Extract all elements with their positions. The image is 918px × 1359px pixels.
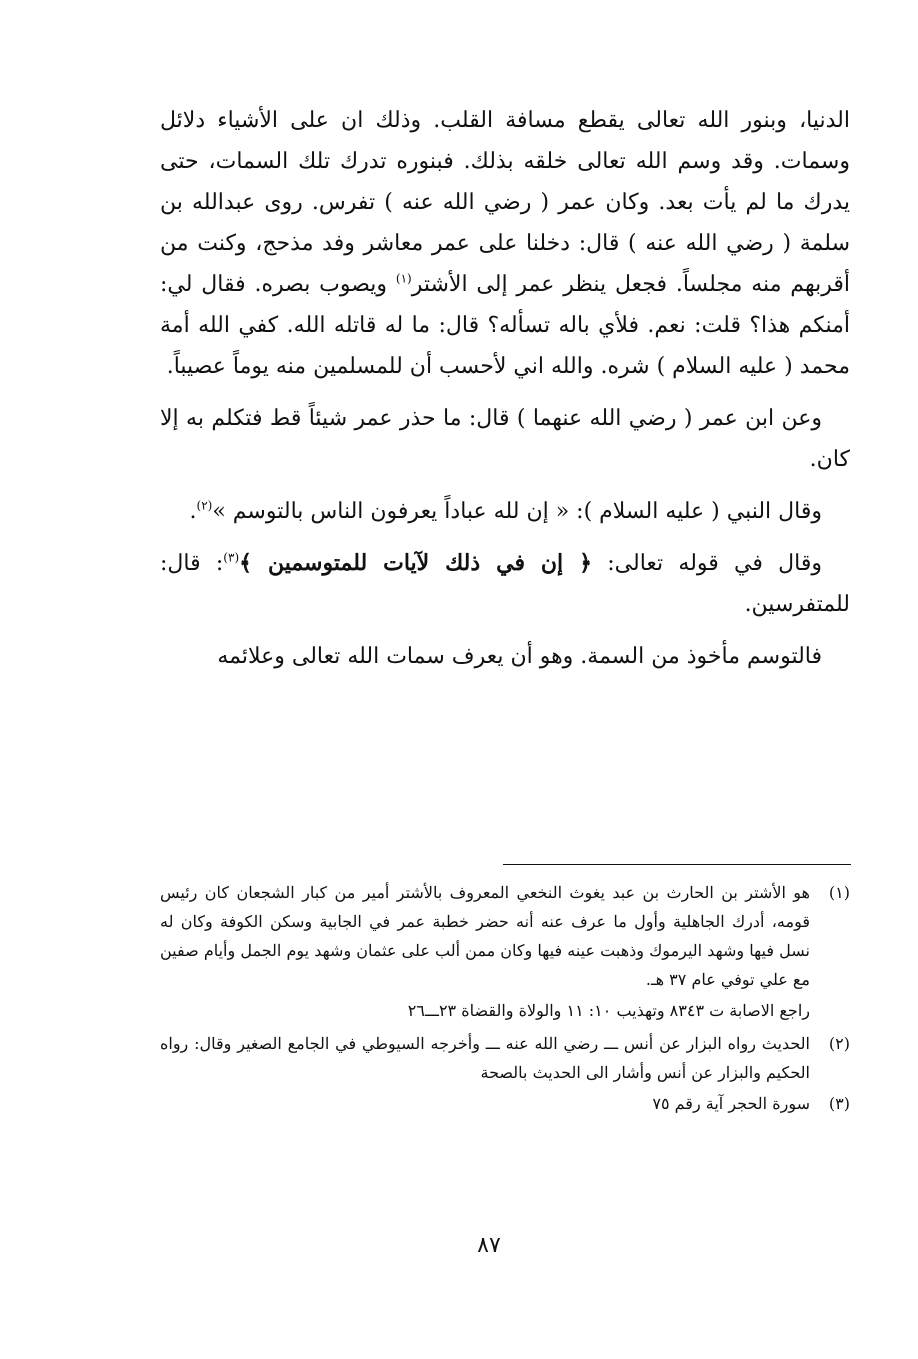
paragraph-3 xyxy=(160,491,850,532)
footnote-1 xyxy=(160,878,850,994)
page-number: ٨٧ xyxy=(477,1233,501,1258)
paragraph-1-rest: ويصوب بصره. فقال لي: أمنكم هذا؟ قلت: نعم. فلأي باله تسأله؟ قال: ما له قاتله الله. كفي الله أمة محمد ( عليه السلام ) شره. والله اني لأحسب أن للمسلمين منه يوماً عصيباً. xyxy=(160,272,850,379)
paragraph-4-start: وقال في قوله تعالى: xyxy=(591,551,822,576)
paragraph-3-text: وقال النبي ( عليه السلام ): « إن لله عباداً يعرفون الناس بالتوسم » xyxy=(212,499,822,524)
footnote-ref-2: (٢) xyxy=(196,498,213,513)
footnote-2 xyxy=(160,1029,850,1087)
footnote-separator xyxy=(503,864,851,865)
main-text xyxy=(160,100,850,688)
footnote-3 xyxy=(160,1089,850,1118)
footnote-1-text: هو الأشتر بن الحارث بن عبد يغوث النخعي المعروف بالأشتر أمير من كبار الشجعان كان رئيس قومه، أدرك الجاهلية وأول ما عرف عنه أنه حضر خطبة عمر في الجابية وسكن الكوفة وكان له نسل فيها وشهد اليرموك وذهبت عينه فيها وكان ممن ألب على عثمان وشهد يوم الجمل وأيام صفين مع علي توفي عام ٣٧ هـ. xyxy=(160,883,810,989)
footnote-3-text: سورة الحجر آية رقم ٧٥ xyxy=(652,1094,810,1113)
paragraph-4 xyxy=(160,543,850,625)
quran-verse: ﴿ إن في ذلك لآيات للمتوسمين ﴾ xyxy=(239,550,592,576)
footnote-2-number: (٢) xyxy=(828,1034,850,1053)
footnote-1-reference: راجع الاصابة ت ٨٣٤٣ وتهذيب ١٠: ١١ والولاة والقضاة ٢٣ـــ٢٦ xyxy=(407,1001,810,1020)
paragraph-1-text: الدنيا، وبنور الله تعالى يقطع مسافة القلب. وذلك ان على الأشياء دلائل وسمات. وقد وسم الله تعالى خلقه بذلك. فبنوره تدرك تلك السمات، حتى يدرك ما لم يأت بعد. وكان عمر ( رضي الله عنه ) تفرس. روى عبدالله بن سلمة ( رضي الله عنه ) قال: دخلنا على عمر معاشر وفد مذحج، وكنت من أقربهم منه مجلساً. فجعل ينظر عمر إلى الأشتر xyxy=(160,108,850,297)
footnote-ref-1: (١) xyxy=(395,271,412,286)
paragraph-5: فالتوسم مأخوذ من السمة. وهو أن يعرف سمات الله تعالى وعلائمه xyxy=(217,644,822,669)
paragraph-2: وعن ابن عمر ( رضي الله عنهما ) قال: ما حذر عمر شيئاً قط فتكلم به إلا كان. xyxy=(160,406,850,472)
footnote-2-text: الحديث رواه البزار عن أنس ـــ رضي الله عنه ـــ وأخرجه السيوطي في الجامع الصغير وقال: رواه الحكيم والبزار عن أنس وأشار الى الحديث بالصحة xyxy=(160,1034,810,1082)
paragraph-3-end: . xyxy=(189,499,197,524)
paragraph-4-end: : قال: للمتفرسين. xyxy=(160,551,850,617)
footnotes xyxy=(160,878,850,1120)
paragraph-1 xyxy=(160,100,850,387)
footnote-3-number: (٣) xyxy=(828,1094,850,1113)
footnote-1-number: (١) xyxy=(828,883,850,902)
footnote-ref-3: (٣) xyxy=(223,550,240,565)
